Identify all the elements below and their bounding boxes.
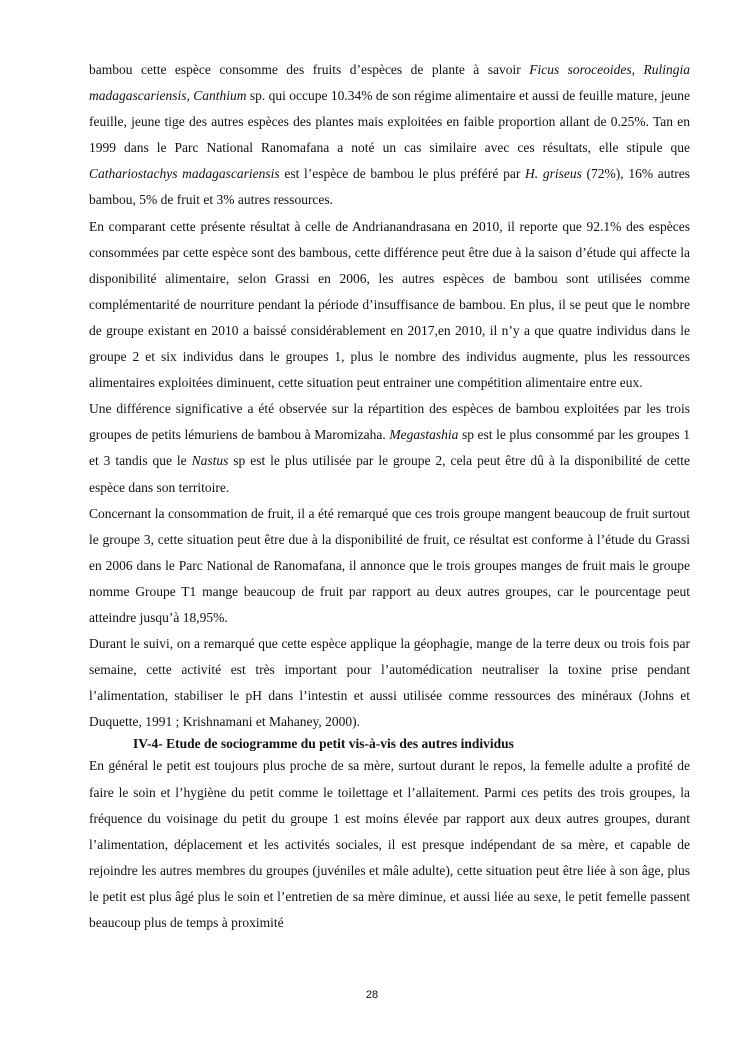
- paragraph-sociogram: En général le petit est toujours plus proche de sa mère, surtout durant le repos, la femelle adulte a profité de faire le soin et l’hygiène du petit comme le toilettage et l’allaitement. Parmi ces petits des trois groupes, la fréquence du voisinage du petit du groupe 1 est moins élevée par rapport aux deux autres groupes, durant l’alimentation, déplacement et les activités sociales, il est presque indépendant de sa mère, et capable de rejoindre les autres membres du groupes (juvéniles et mâle adulte), cette situation peut être liée à son âge, plus le petit est plus âgé plus le soin et l’entretien de sa mère diminue, et aussi liée au sexe, le petit femelle passent beaucoup plus de temps à proximité: [89, 758, 690, 930]
- body-text: [89, 57, 690, 936]
- text-span: Une différence significative a été observée sur la répartition des espèces de bambou exploitées par les trois groupes de petits lémuriens de bambou à Maromizaha.: [89, 401, 690, 443]
- species-name: H. griseus: [525, 166, 582, 182]
- paragraph-diet-fruits: [89, 57, 690, 214]
- genus-name: Megastashia: [389, 427, 459, 443]
- section-heading: IV-4- Etude de sociogramme du petit vis-à-vis des autres individus: [133, 736, 514, 752]
- text-span: (72%), 16% autres bambou, 5% de fruit et 3% autres ressources.: [89, 166, 690, 208]
- page-number: 28: [365, 989, 379, 1001]
- text-span: est l’espèce de bambou le plus préféré par: [279, 166, 526, 182]
- paragraph-fruit-consumption: Concernant la consommation de fruit, il a été remarqué que ces trois groupe mangent beaucoup de fruit surtout le groupe 3, cette situation peut être due à la disponibilité de fruit, ce résultat est conforme à l’étude du Grassi en 2006 dans le Parc National de Ranomafana, il annonce que le trois groupes manges de fruit mais le groupe nomme Groupe T1 mange beaucoup de fruit par rapport au deux autres groupes, car le pourcentage peut atteindre jusqu’à 18,95%.: [89, 505, 690, 625]
- species-name: Cathariostachys madagascariensis: [89, 166, 280, 182]
- paragraph-bamboo-distribution: [89, 396, 690, 500]
- species-names: Ficus soroceoides, Rulingia madagascariensis, Canthium: [89, 62, 690, 104]
- text-span: sp est le plus consommé par les groupes 1 et 3 tandis que le: [89, 427, 690, 469]
- text-span: bambou cette espèce consomme des fruits d’espèces de plante à savoir: [89, 62, 530, 77]
- paragraph-geophagy: Durant le suivi, on a remarqué que cette espèce applique la géophagie, mange de la terre deux ou trois fois par semaine, cette activité est très important pour l’automédication neutraliser la toxine prise pendant l’alimentation, stabiliser le pH dans l’intestin et aussi utilisée comme ressources des minéraux (Johns et Duquette, 1991 ; Krishnamani et Mahaney, 2000).: [89, 636, 690, 730]
- genus-name: Nastus: [191, 453, 229, 469]
- text-span: sp. qui occupe 10.34% de son régime alimentaire et aussi de feuille mature, jeune feuille, jeune tige des autres espèces des plantes mais exploitées en faible proportion allant de 0.25%. Tan en 1999 dans le Parc National Ranomafana a noté un cas similaire avec ces résultats, elle stipule que: [89, 88, 690, 156]
- paragraph-comparison-2010: En comparant cette présente résultat à celle de Andrianandrasana en 2010, il reporte que 92.1% des espèces consommées par cette espèce sont des bambous, cette différence peut être due à la saison d’étude qui affecte la disponibilité alimentaire, selon Grassi en 2006, les autres espèces de bambou sont utilisées comme complémentarité de nourriture pendant la période d’insuffisance de bambou. En plus, il se peut que le nombre de groupe existant en 2010 a baissé considérablement en 2017,en 2010, il n’y a que quatre individus dans le groupe 2 et six individus dans le groupes 1, plus le nombre des individus augmente, plus les ressources alimentaires exploitées diminuent, cette situation peut entrainer une compétition alimentaire entre eux.: [89, 218, 690, 391]
- text-span: sp est le plus utilisée par le groupe 2, cela peut être dû à la disponibilité de cette espèce dans son territoire.: [89, 453, 691, 495]
